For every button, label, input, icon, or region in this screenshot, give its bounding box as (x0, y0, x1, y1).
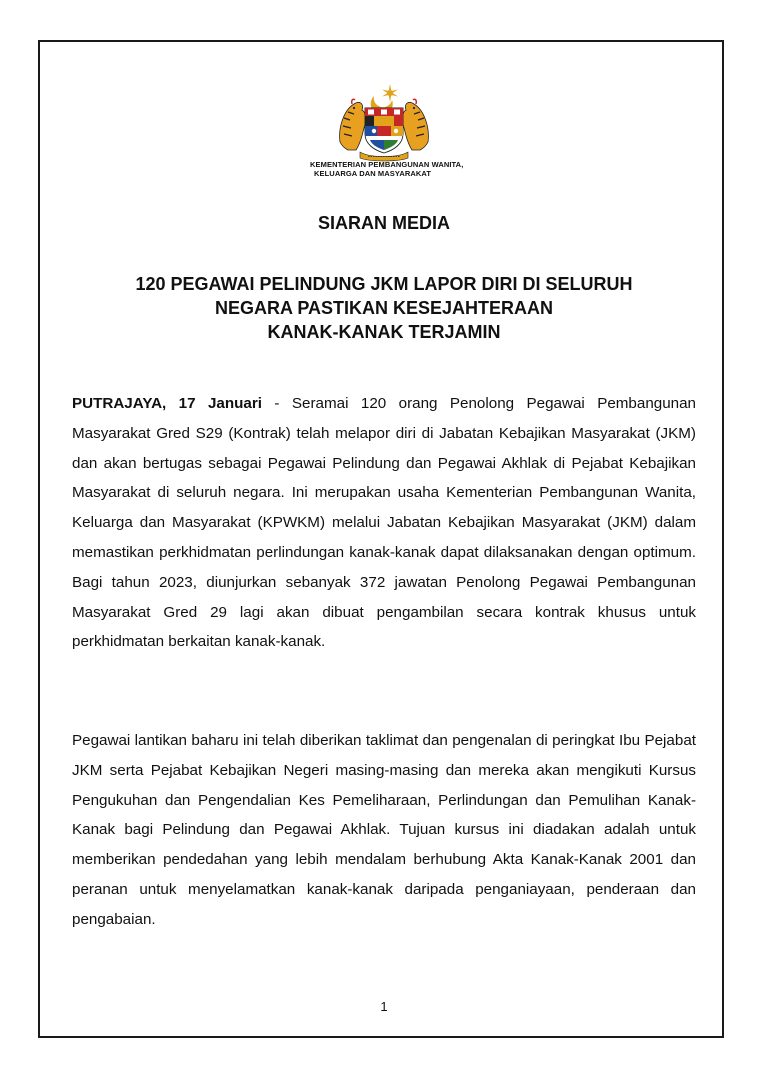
ministry-name-line1: KEMENTERIAN PEMBANGUNAN WANITA, (310, 160, 464, 169)
page-number: 1 (380, 999, 388, 1014)
body-paragraph-1 (72, 389, 696, 657)
coat-of-arms-icon (334, 82, 434, 162)
title-line: KANAK-KANAK TERJAMIN (267, 322, 501, 342)
body-paragraph-2: Pegawai lantikan baharu ini telah diberikan taklimat dan pengenalan di peringkat Ibu Pejabat JKM serta Pejabat Kebajikan Negeri masing-masing dan mereka akan mengikuti Kursus Pengukuhan dan Pengendalian Kes Pemeliharaan, Perlindungan dan Pemulihan Kanak-Kanak bagi Pelindung dan Pegawai Akhlak. Tujuan kursus ini diadakan adalah untuk memberikan pendedahan yang lebih mendalam berhubung Akta Kanak-Kanak 2001 dan peranan untuk menyelamatkan kanak-kanak daripada penganiayaan, penderaan dan pengabaian. (72, 732, 696, 928)
title-line: 120 PEGAWAI PELINDUNG JKM LAPOR DIRI DI SELURUH (135, 274, 633, 294)
dateline: PUTRAJAYA, 17 Januari (72, 395, 263, 412)
ministry-name (310, 160, 470, 178)
press-release-title (60, 272, 708, 344)
title-line: NEGARA PASTIKAN KESEJAHTERAAN (214, 298, 554, 318)
paragraph-1-text: - Seramai 120 orang Penolong Pegawai Pembangunan Masyarakat Gred S29 (Kontrak) telah melapor diri di Jabatan Kebajikan Masyarakat (JKM) dan akan bertugas sebagai Pegawai Pelindung dan Pegawai Akhlak di Pejabat Kebajikan Masyarakat di seluruh negara. Ini merupakan usaha Kementerian Pembangunan Wanita, Keluarga dan Masyarakat (KPWKM) melalui Jabatan Kebajikan Masyarakat (JKM) dalam memastikan perkhidmatan perlindungan kanak-kanak dapat dilaksanakan dengan optimum. Bagi tahun 2023, diunjurkan sebanyak 372 jawatan Penolong Pegawai Pembangunan Masyarakat Gred 29 lagi akan dibuat pengambilan secara kontrak khusus untuk perkhidmatan berkaitan kanak-kanak. (72, 395, 696, 651)
document-type-heading: SIARAN MEDIA (317, 213, 450, 233)
ministry-name-line2: KELUARGA DAN MASYARAKAT (314, 169, 432, 178)
